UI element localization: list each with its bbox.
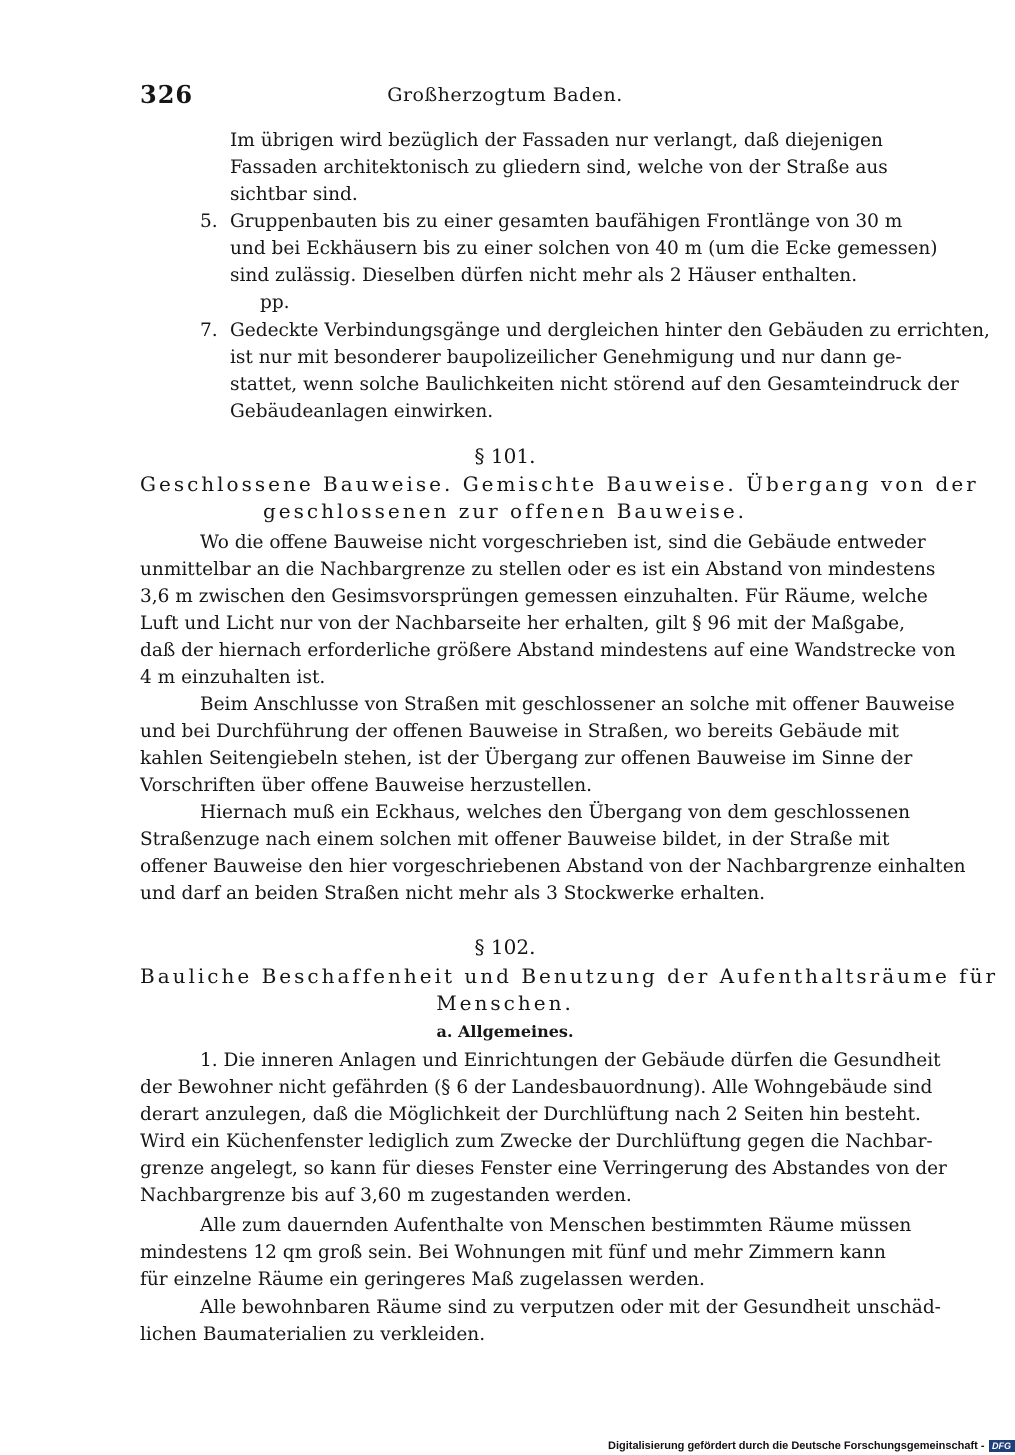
text-line: Hiernach muß ein Eckhaus, welches den Übergang von dem geschlossenen — [200, 802, 911, 823]
text-line: Alle bewohnbaren Räume sind zu verputzen oder mit der Gesundheit unschäd- — [200, 1297, 941, 1318]
section-number: § 102. — [474, 935, 536, 959]
text-line: Straßenzuge nach einem solchen mit offener Bauweise bildet, in der Straße mit — [140, 829, 890, 850]
text-line: 3,6 m zwischen den Gesimsvorsprüngen gemessen einzuhalten. Für Räume, welche — [140, 586, 928, 607]
text-line: ist nur mit besonderer baupolizeilicher Genehmigung und nur dann ge- — [230, 347, 902, 368]
text-line: 4 m einzuhalten ist. — [140, 667, 326, 688]
text-line: sichtbar sind. — [230, 184, 358, 205]
section-title: Geschlossene Bauweise. Gemischte Bauweise. Übergang von der — [140, 472, 979, 496]
text-line: grenze angelegt, so kann für dieses Fenster eine Verringerung des Abstandes von der — [140, 1158, 947, 1179]
text-line: Alle zum dauernden Aufenthalte von Menschen bestimmten Räume müssen — [200, 1215, 912, 1236]
text-line: Wo die offene Bauweise nicht vorgeschrieben ist, sind die Gebäude entweder — [200, 532, 926, 553]
text-line: kahlen Seitengiebeln stehen, ist der Übergang zur offenen Bauweise im Sinne der — [140, 748, 913, 769]
text-line: Beim Anschlusse von Straßen mit geschlossener an solche mit offener Bauweise — [200, 694, 955, 715]
dfg-logo-icon: DFG — [989, 1440, 1015, 1452]
text-line: sind zulässig. Dieselben dürfen nicht mehr als 2 Häuser enthalten. — [230, 265, 858, 286]
text-line: lichen Baumaterialien zu verkleiden. — [140, 1324, 486, 1345]
running-title: Großherzogtum Baden. — [387, 84, 623, 106]
text-line: Fassaden architektonisch zu gliedern sind, welche von der Straße aus — [230, 157, 888, 178]
text-line: stattet, wenn solche Baulichkeiten nicht störend auf den Gesamteindruck der — [230, 374, 959, 395]
text-line: unmittelbar an die Nachbargrenze zu stellen oder es ist ein Abstand von mindestens — [140, 559, 936, 580]
text-line: und darf an beiden Straßen nicht mehr als 3 Stockwerke erhalten. — [140, 883, 766, 904]
subsection-heading: a. Allgemeines. — [436, 1022, 574, 1041]
text-line: Wird ein Küchenfenster lediglich zum Zwecke der Durchlüftung gegen die Nachbar- — [140, 1131, 933, 1152]
credit-text: Digitalisierung gefördert durch die Deutsche Forschungsgemeinschaft - — [608, 1440, 985, 1452]
digitization-credit — [608, 1437, 1012, 1455]
text-line: für einzelne Räume ein geringeres Maß zugelassen werden. — [140, 1269, 705, 1290]
text-line: Gedeckte Verbindungsgänge und dergleichen hinter den Gebäuden zu errichten, — [230, 320, 990, 341]
omission-mark: pp. — [260, 292, 290, 313]
text-line: und bei Eckhäusern bis zu einer solchen von 40 m (um die Ecke gemessen) — [230, 238, 938, 259]
text-line: Im übrigen wird bezüglich der Fassaden nur verlangt, daß diejenigen — [230, 130, 883, 151]
list-number: 5. — [200, 211, 218, 232]
text-line: daß der hiernach erforderliche größere Abstand mindestens auf eine Wandstrecke von — [140, 640, 956, 661]
list-number: 7. — [200, 320, 218, 341]
page-header — [140, 80, 870, 112]
text-line: Gruppenbauten bis zu einer gesamten baufähigen Frontlänge von 30 m — [230, 211, 903, 232]
text-line: derart anzulegen, daß die Möglichkeit der Durchlüftung nach 2 Seiten hin besteht. — [140, 1104, 921, 1125]
section-title: Menschen. — [436, 991, 574, 1015]
section-title: geschlossenen zur offenen Bauweise. — [262, 499, 748, 523]
text-line: Gebäudeanlagen einwirken. — [230, 401, 494, 422]
text-line: Nachbargrenze bis auf 3,60 m zugestanden werden. — [140, 1185, 632, 1206]
text-line: 1. Die inneren Anlagen und Einrichtungen der Gebäude dürfen die Gesundheit — [200, 1050, 941, 1071]
section-title: Bauliche Beschaffenheit und Benutzung der Aufenthaltsräume für — [140, 964, 999, 988]
page-number: 326 — [140, 80, 194, 109]
text-line: Vorschriften über offene Bauweise herzustellen. — [140, 775, 592, 796]
text-line: der Bewohner nicht gefährden (§ 6 der Landesbauordnung). Alle Wohngebäude sind — [140, 1077, 933, 1098]
text-line: mindestens 12 qm groß sein. Bei Wohnungen mit fünf und mehr Zimmern kann — [140, 1242, 886, 1263]
text-line: und bei Durchführung der offenen Bauweise in Straßen, wo bereits Gebäude mit — [140, 721, 899, 742]
text-line: Luft und Licht nur von der Nachbarseite her erhalten, gilt § 96 mit der Maßgabe, — [140, 613, 905, 634]
section-number: § 101. — [474, 444, 536, 468]
text-line: offener Bauweise den hier vorgeschriebenen Abstand von der Nachbargrenze einhalten — [140, 856, 966, 877]
